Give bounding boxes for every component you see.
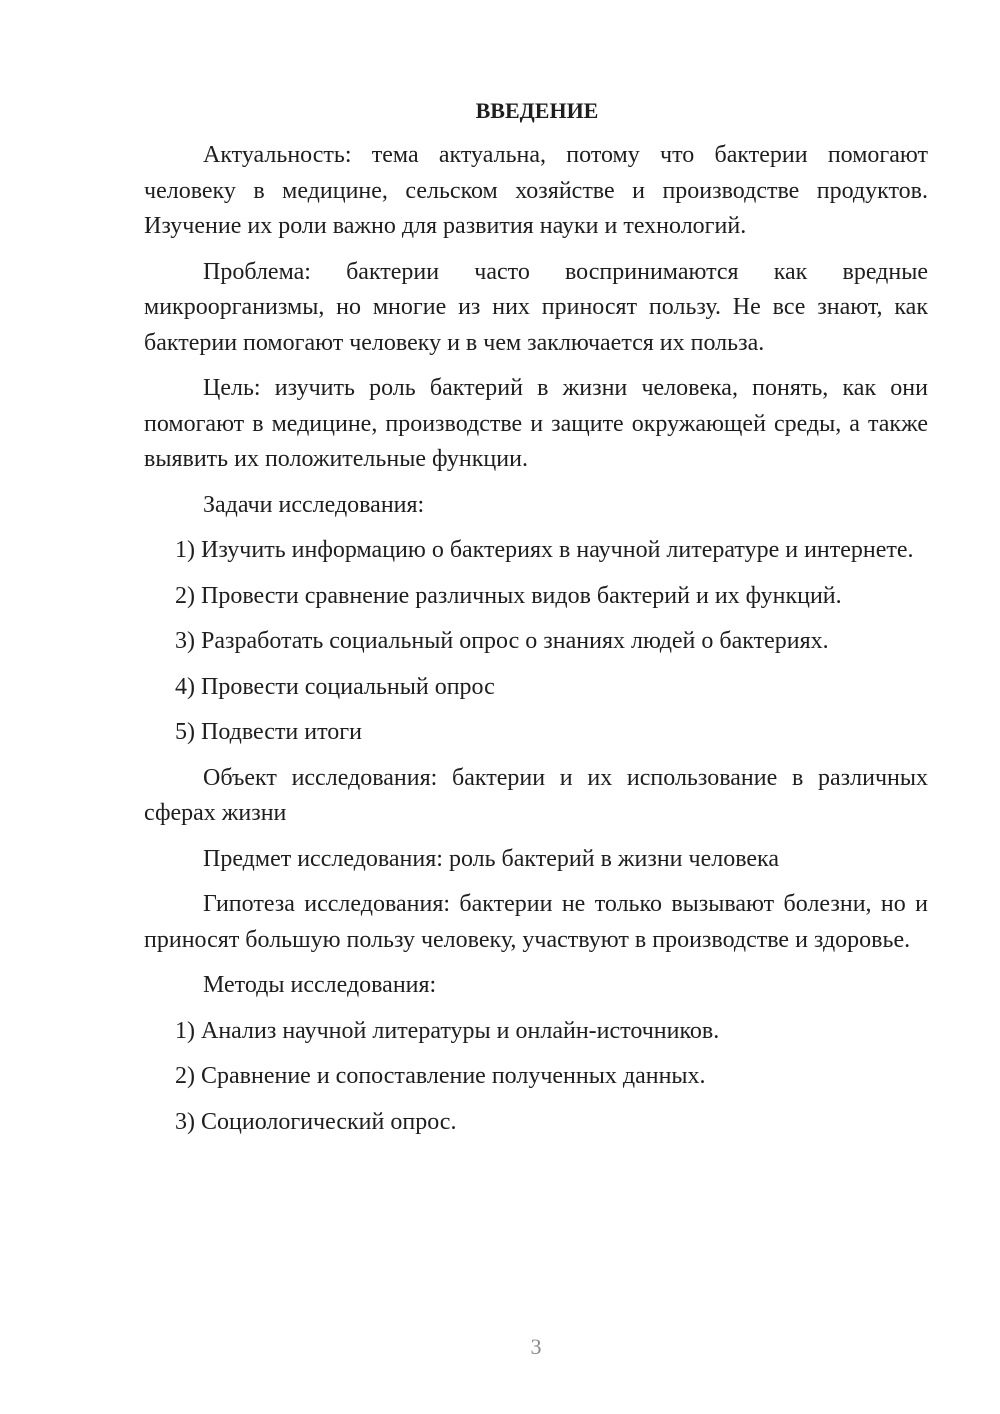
paragraph-object: Объект исследования: бактерии и их использование в различных сферах жизни [144, 764, 928, 826]
method-item-3: 3) Социологический опрос. [175, 1108, 457, 1135]
task-item-3: 3) Разработать социальный опрос о знаниях людей о бактериях. [175, 628, 829, 654]
task-item-4: 4) Провести социальный опрос [175, 673, 495, 700]
methods-heading: Методы исследования: [203, 972, 437, 998]
paragraph-hypothesis: Гипотеза исследования: бактерии не только вызывают болезни, но и приносят большую пользу человеку, участвуют в производстве и здоровье. [144, 891, 928, 953]
page-title: ВВЕДЕНИЕ [475, 98, 599, 123]
method-item-2: 2) Сравнение и сопоставление полученных данных. [175, 1063, 706, 1089]
task-item-1: 1) Изучить информацию о бактериях в научной литературе и интернете. [175, 537, 914, 563]
paragraph-goal: Цель: изучить роль бактерий в жизни человека, понять, как они помогают в медицине, производстве и защите окружающей среды, а также выявить их положительные функции. [144, 375, 928, 472]
paragraph-relevance: Актуальность: тема актуальна, потому что бактерии помогают человеку в медицине, сельском хозяйстве и производстве продуктов. Изучение их роли важно для развития науки и технологий. [144, 142, 928, 239]
paragraph-problem: Проблема: бактерии часто воспринимаются как вредные микроорганизмы, но многие из них приносят пользу. Не все знают, как бактерии помогают человеку и в чем заключается их польза. [144, 258, 928, 356]
page-content [144, 92, 928, 1150]
method-item-1: 1) Анализ научной литературы и онлайн-источников. [175, 1017, 720, 1044]
task-item-5: 5) Подвести итоги [175, 719, 362, 745]
task-item-2: 2) Провести сравнение различных видов бактерий и их функций. [175, 582, 842, 609]
paragraph-subject: Предмет исследования: роль бактерий в жизни человека [203, 845, 779, 872]
tasks-heading: Задачи исследования: [203, 491, 425, 518]
page-number: 3 [530, 1334, 542, 1359]
